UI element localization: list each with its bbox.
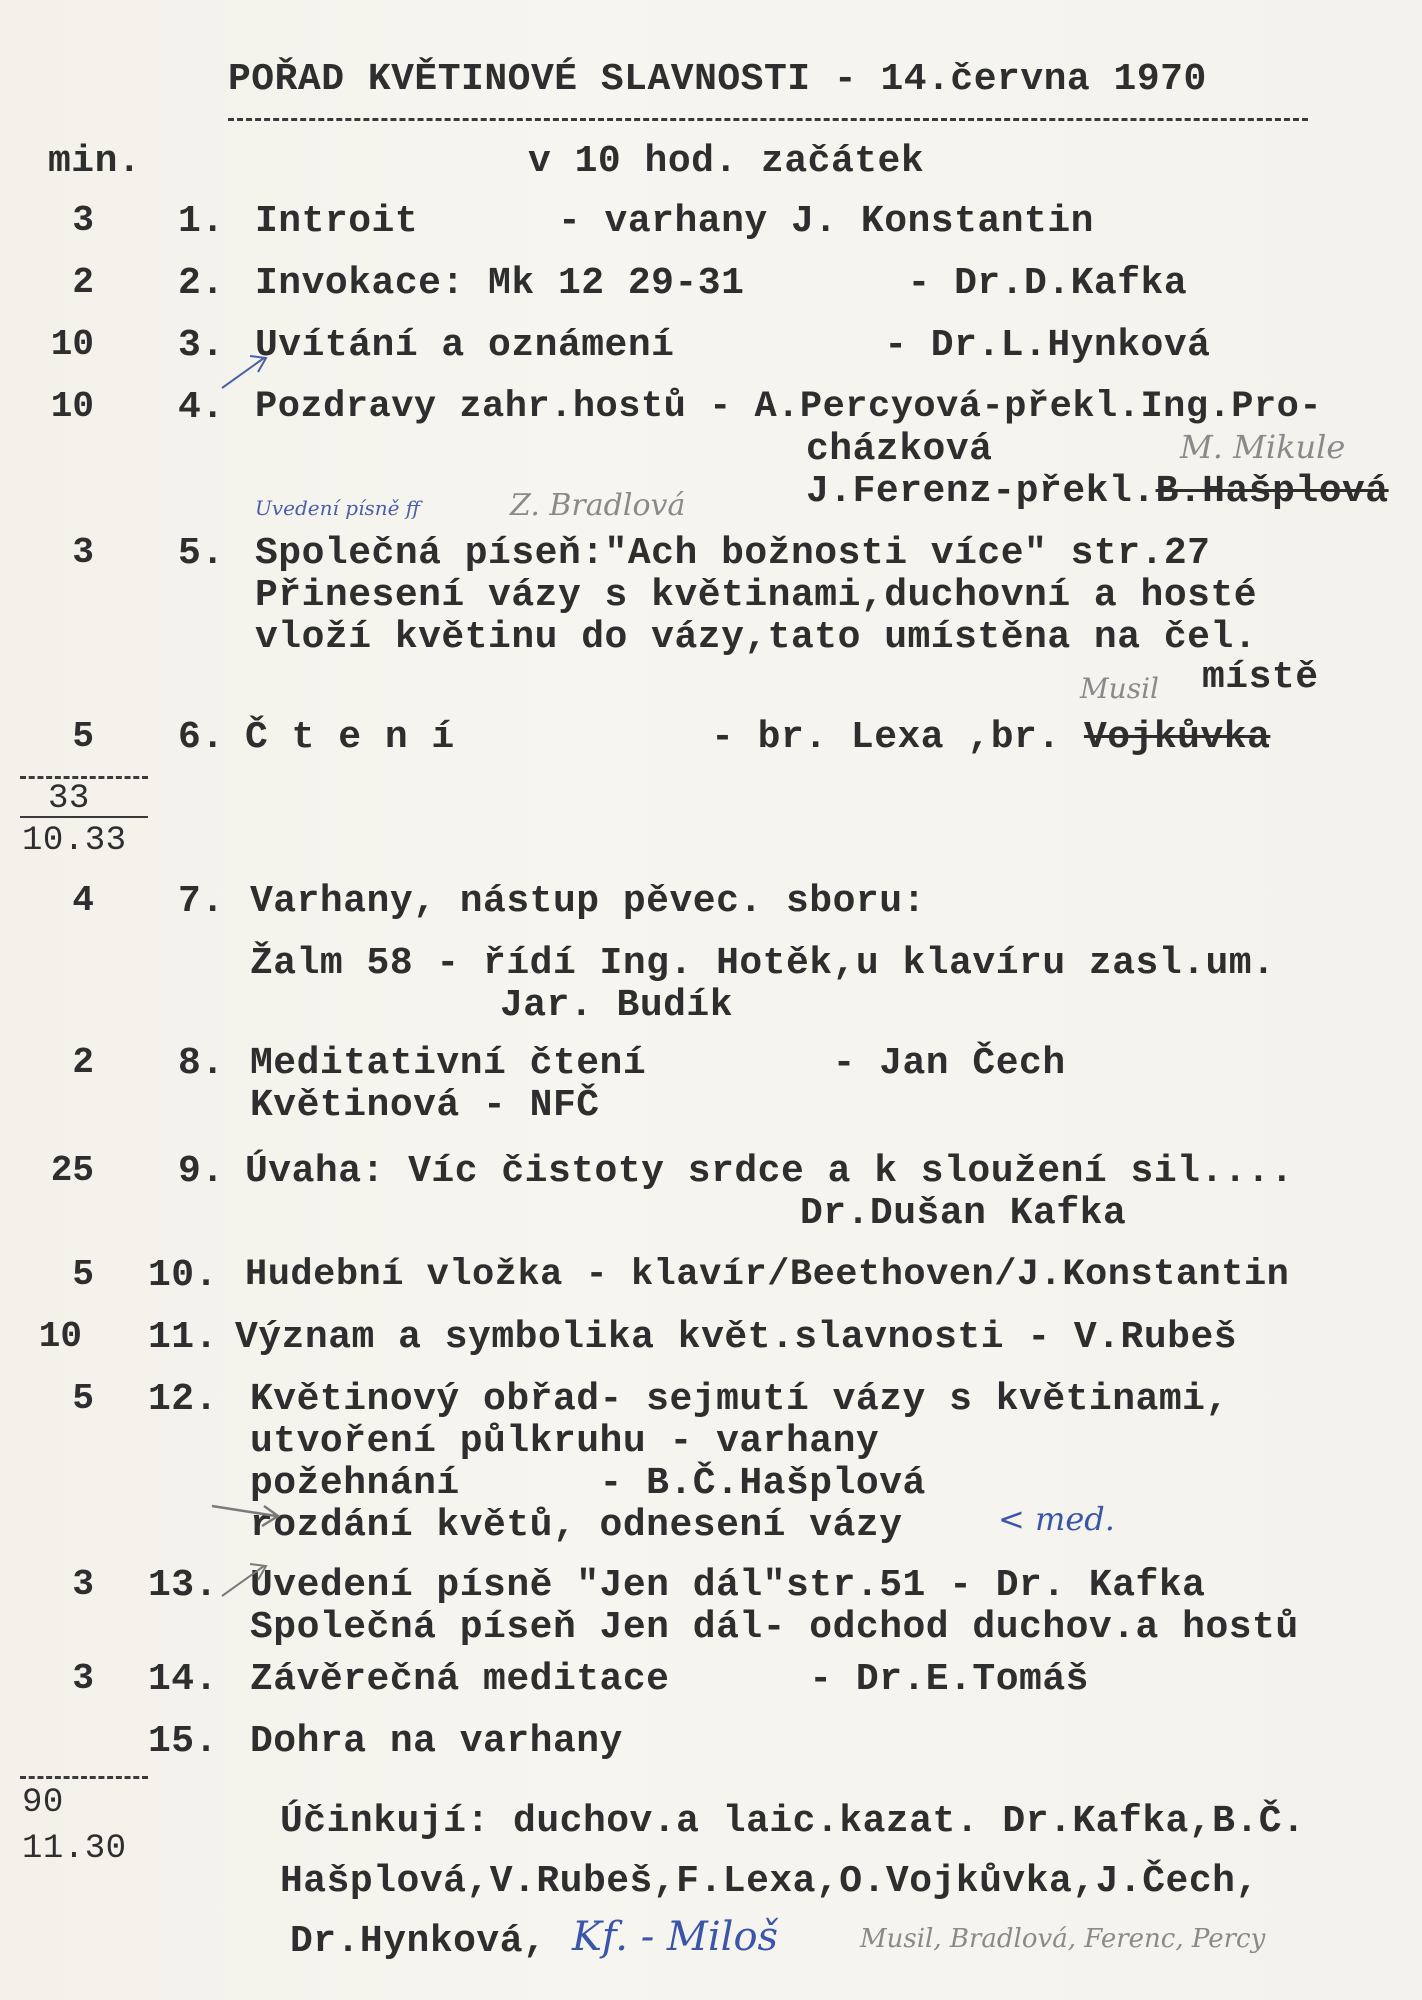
- item-line: Meditativní čtení - Jan Čech: [250, 1042, 1066, 1085]
- struck-name: B.Hašplová: [1155, 470, 1389, 513]
- handwritten-note: < med.: [998, 1500, 1115, 1538]
- item-minutes: 2: [72, 1042, 94, 1083]
- item-minutes: 4: [72, 880, 94, 921]
- item-line: Invokace: Mk 12 29-31 - Dr.D.Kafka: [255, 262, 1188, 305]
- pencil-arrow-icon: [220, 352, 270, 392]
- item-number: 5.: [178, 532, 225, 575]
- item-line: Úvaha: Víc čistoty srdce a k sloužení sil....: [245, 1150, 1294, 1193]
- total-sum: 90: [22, 1784, 64, 1822]
- handwritten-note: Uvedení písně ff: [255, 496, 420, 520]
- item-number: 1.: [178, 200, 225, 243]
- item-number: 12.: [148, 1378, 218, 1421]
- handwritten-note: M. Mikule: [1180, 428, 1346, 466]
- item-line: Květinová - NFČ: [250, 1084, 600, 1127]
- handwritten-note: Musil, Bradlová, Ferenc, Percy: [860, 1924, 1266, 1954]
- item-number: 9.: [178, 1150, 225, 1193]
- page-title: POŘAD KVĚTINOVÉ SLAVNOSTI - 14.června 1970: [228, 58, 1207, 101]
- item-number: 8.: [178, 1042, 225, 1085]
- pencil-arrow-icon: [210, 1500, 280, 1530]
- item-minutes: 3: [72, 1564, 94, 1605]
- item-minutes: 10: [50, 386, 94, 427]
- item-line: Introit - varhany J. Konstantin: [255, 200, 1094, 243]
- total-time: 11.30: [22, 1830, 127, 1868]
- item-number: 3.: [178, 324, 225, 367]
- item-line: utvoření půlkruhu - varhany: [250, 1420, 880, 1463]
- item-line: Žalm 58 - řídí Ing. Hotěk,u klavíru zasl.um.: [250, 942, 1276, 985]
- item-line-text: J.Ferenz-překl.: [806, 470, 1156, 513]
- item-minutes: 2: [72, 262, 94, 303]
- sum-rule: [20, 816, 148, 818]
- item-number: 10.: [148, 1254, 218, 1297]
- item-number: 14.: [148, 1658, 218, 1701]
- item-number: 15.: [148, 1720, 218, 1763]
- item-number: 11.: [148, 1316, 218, 1359]
- sum-rule: [20, 1776, 148, 1779]
- item-line: Hudební vložka - klavír/Beethoven/J.Konstantin: [245, 1254, 1290, 1296]
- performers-line: Hašplová,V.Rubeš,F.Lexa,O.Vojkůvka,J.Čech,: [280, 1860, 1259, 1903]
- item-line: cházková: [806, 428, 993, 471]
- item-minutes: 5: [72, 1254, 94, 1295]
- item-line: místě: [1202, 656, 1319, 699]
- item-line-text: Č t e n í - br. Lexa ,br.: [245, 716, 1084, 759]
- item-line: Závěrečná meditace - Dr.E.Tomáš: [250, 1658, 1089, 1701]
- sum-rule: [20, 776, 148, 779]
- item-minutes: 5: [72, 1378, 94, 1419]
- item-minutes: 3: [72, 1658, 94, 1699]
- item-minutes: 10: [50, 324, 94, 365]
- item-minutes: 25: [50, 1150, 94, 1191]
- item-line: Jar. Budík: [500, 984, 734, 1027]
- item-number: 2.: [178, 262, 225, 305]
- item-line: Dohra na varhany: [250, 1720, 623, 1763]
- struck-name: Vojkůvka: [1083, 716, 1271, 759]
- item-line: Varhany, nástup pěvec. sboru:: [250, 880, 926, 923]
- item-number: 4.: [178, 386, 225, 429]
- first-time: 10.33: [22, 822, 127, 860]
- item-line: [806, 470, 1389, 513]
- item-line: vloží květinu do vázy,tato umístěna na čel.: [255, 616, 1258, 659]
- item-line: Význam a symbolika květ.slavnosti - V.Rubeš: [235, 1316, 1238, 1359]
- item-line: rozdání květů, odnesení vázy: [250, 1504, 903, 1547]
- item-minutes: 10: [38, 1316, 82, 1357]
- pencil-arrow-icon: [220, 1560, 270, 1600]
- start-time-line: v 10 hod. začátek: [528, 140, 925, 183]
- performers-line: Účinkují: duchov.a laic.kazat. Dr.Kafka,B.Č.: [280, 1800, 1306, 1843]
- handwritten-note: Kf. - Miloš: [572, 1914, 779, 1960]
- minutes-column-label: min.: [48, 140, 142, 183]
- performers-line: Dr.Hynková,: [290, 1920, 547, 1963]
- item-number: 7.: [178, 880, 225, 923]
- item-line: Uvedení písně "Jen dál"str.51 - Dr. Kafka: [250, 1564, 1206, 1607]
- item-line: [245, 716, 1270, 759]
- item-line: Společná píseň Jen dál- odchod duchov.a hostů: [250, 1606, 1299, 1649]
- item-line: Pozdravy zahr.hostů - A.Percyová-překl.Ing.Pro-: [255, 386, 1323, 428]
- item-minutes: 3: [72, 200, 94, 241]
- item-number: 13.: [148, 1564, 218, 1607]
- item-minutes: 5: [72, 716, 94, 757]
- item-minutes: 3: [72, 532, 94, 573]
- item-line: Společná píseň:"Ach božnosti více" str.27: [255, 532, 1211, 575]
- item-number: 6.: [178, 716, 225, 759]
- item-line: Uvítání a oznámení - Dr.L.Hynková: [255, 324, 1211, 367]
- item-line: Přinesení vázy s květinami,duchovní a hosté: [255, 574, 1258, 617]
- handwritten-note: Z. Bradlová: [510, 488, 686, 523]
- handwritten-note: Musil: [1080, 672, 1159, 705]
- item-line: Květinový obřad- sejmutí vázy s květinami,: [250, 1378, 1229, 1421]
- item-line: Dr.Dušan Kafka: [800, 1192, 1127, 1235]
- title-underline: [228, 118, 1308, 121]
- first-sum: 33: [48, 780, 90, 818]
- item-line: požehnání - B.Č.Hašplová: [250, 1462, 926, 1505]
